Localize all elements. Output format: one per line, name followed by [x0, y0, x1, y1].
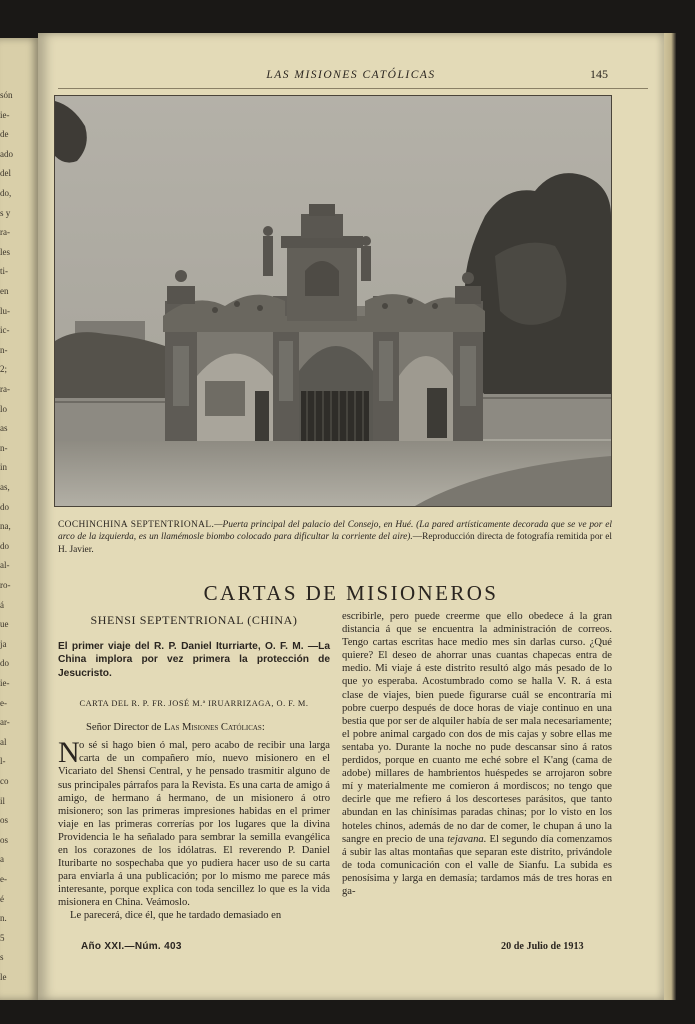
right-text-a: escribirle, pero puede creerme que ello obedece á la gran distancia á que se encuentra la administración de correos. Tengo cartas escritas hace medio mes sin darlas curso. ¿Qué quiere? El deseo de ahorrar unas cuantas chapecas entra de medio. Mi viaje á este distrito resultó algo más pesado de lo que yo esperaba. Acostumbrado como se halla V. R. á esta clase de viajes, bien puede figurarse cuál se encontraría mi pobre cuerpo después de doce horas de viaje continuo en una bestia que por ser de alquiler había de ser mala necesariamente; el pobre animal cargado con dos de mis cajas y sobre ellas me sentaba yo. Durante la noche no pude descansar sino á ratos perdidos, porque en cuanto me eché sobre el K'ang (cama de adobe) millares de hambrientos huéspedes se arrojaron sobre mí y materialmente me comieron á mordiscos; no tengo que decirle que me refiero á los descorteses parásitos, que tanto abundan en las chinísimas paradas chinas; por lo visto en los hoteles chinos, además de no dar de comer, le chupan á uno la sangre en precio de una: [342, 611, 612, 845]
header-rule: [58, 88, 648, 89]
salutation-suffix: :: [261, 722, 265, 734]
left-column: [58, 610, 330, 923]
caption-place: COCHINCHINA SEPTENTRIONAL.: [58, 520, 215, 530]
left-page-fragment: n.: [0, 913, 7, 924]
left-page-fragment: do,: [0, 188, 12, 198]
paragraph-2: Le parecerá, dice él, que he tardado demasiado en: [70, 910, 282, 922]
adjacent-left-page: [0, 38, 40, 1000]
left-page-fragment: os: [0, 815, 9, 826]
left-page-fragment: co: [0, 776, 9, 786]
left-page-fragment: lo: [0, 403, 8, 414]
left-page-fragment: e-: [0, 697, 7, 708]
left-page-fragment: do: [0, 658, 9, 669]
footer-issue: Año XXI.—Núm. 403: [81, 941, 182, 952]
left-page-fragment: ic-: [0, 325, 10, 336]
salutation: [58, 722, 330, 733]
left-page-fragment: e-: [0, 874, 7, 884]
gateway-photo: [54, 95, 612, 507]
magazine-page: [38, 33, 664, 1000]
left-page-fragment: ti-: [0, 266, 8, 277]
left-page-fragment: n-: [0, 442, 8, 453]
left-page-fragment: ue: [0, 619, 9, 630]
footer-date: 20 de Julio de 1913: [501, 941, 584, 952]
paragraph-1-text: o sé si hago bien ó mal, pero acabo de recibir una larga carta de un compañero mío, nuevo misionero en el Vicariato del Shensi Central, y he pensado trasmitir alguno de sus principales párrafos para la Revista. Es una carta de amigo á amigo, de hermano á hermano, de un misionero á otro misionero; son las primeras impresiones habidas en el primer viaje en las primeras correrías por los lugares que la divina Providencia le ha señalado para sembrar la semilla evangélica en los corazones de los idólatras. El reverendo P. Daniel Ituribarte no sospechaba que yo pudiera hacer uso de su carta para enviarla á una publicación; por lo mismo me parece más interesante, porque explica con toda sencillez lo que es la vida misionera en China. Veámoslo.: [58, 740, 330, 909]
page-edge: [664, 33, 676, 1000]
article-subhead: El primer viaje del R. P. Daniel Iturriarte, O. F. M. —La China implora por vez primera la protección de Jesucristo.: [58, 641, 330, 679]
page-number: 145: [590, 67, 608, 81]
left-page-fragment: os: [0, 834, 9, 845]
left-page-fragment: ja: [0, 638, 7, 649]
caption-credit: —Reproducción directa de fotografía remitida por el H. Javier.: [58, 532, 612, 555]
left-page-fragment: ar-: [0, 717, 10, 728]
left-page-fragment: del: [0, 168, 11, 179]
left-page-fragment: ie-: [0, 678, 10, 688]
caption-description: —Puerta principal del palacio del Consejo, en Hué. (La pared artísticamente decorada que se ve por el arco de la izquierda, es un llamémosle biombo colocado para dificultar la corriente del aire).: [58, 520, 612, 543]
salutation-name: Las Misiones Católicas: [163, 722, 262, 734]
article-title: CARTAS DE MISIONEROS: [203, 581, 499, 605]
right-column-text: [342, 610, 612, 898]
left-page-fragment: á: [0, 599, 4, 610]
left-page-fragment: les: [0, 246, 10, 257]
left-page-fragment: é: [0, 893, 4, 904]
letter-attribution: CARTA DEL R. P. FR. JOSÉ M.ª IRUARRIZAGA, O. F. M.: [79, 699, 309, 709]
left-page-fragment: s: [0, 952, 4, 963]
left-page-fragment: 5: [0, 932, 5, 943]
left-page-fragment: il: [0, 795, 6, 806]
salutation-prefix: Señor Director de: [86, 722, 164, 734]
photo-caption: [58, 519, 612, 556]
left-page-fragment: le: [0, 972, 7, 982]
left-page-fragment: lu-: [0, 305, 10, 316]
right-text-b: El segundo día comenzamos á subir las altas montañas que separan este distrito, privándole de toda comunicación con el valle de Sianfu. La subida es penosísima y larga en demasía; tardamos más de tres horas en ga-: [342, 833, 612, 897]
drop-cap: N: [58, 736, 80, 770]
left-page-fragment: al: [0, 736, 7, 747]
left-page-fragment: l-: [0, 756, 6, 767]
left-page-fragment: as,: [0, 482, 10, 492]
right-text-italic: tejavana.: [447, 833, 487, 845]
left-page-fragment: ra-: [0, 384, 10, 394]
right-column: [342, 610, 612, 898]
left-page-fragment: ro-: [0, 580, 11, 590]
left-page-fragment: do: [0, 501, 9, 512]
left-page-fragment: ie-: [0, 109, 10, 120]
left-page-fragment: en: [0, 286, 9, 296]
left-page-fragment: n-: [0, 344, 8, 355]
paragraph-1: [58, 736, 330, 909]
left-page-fragment: in: [0, 462, 8, 473]
gateway-illustration: [55, 96, 611, 506]
left-page-fragment: ado: [0, 148, 13, 159]
left-page-fragment: as: [0, 423, 8, 434]
running-head: LAS MISIONES CATÓLICAS: [266, 69, 436, 81]
left-page-fragment: de: [0, 129, 9, 140]
left-page-fragment: al-: [0, 560, 10, 571]
left-page-fragment: na,: [0, 521, 11, 532]
left-page-fragment: són: [0, 90, 13, 100]
left-page-fragment: a: [0, 854, 4, 865]
left-page-fragment: ra-: [0, 227, 10, 238]
left-page-fragment: 2;: [0, 364, 8, 375]
left-page-fragment: s y: [0, 207, 11, 218]
section-title: SHENSI SEPTENTRIONAL (CHINA): [90, 613, 298, 627]
left-page-fragment: do: [0, 540, 9, 551]
